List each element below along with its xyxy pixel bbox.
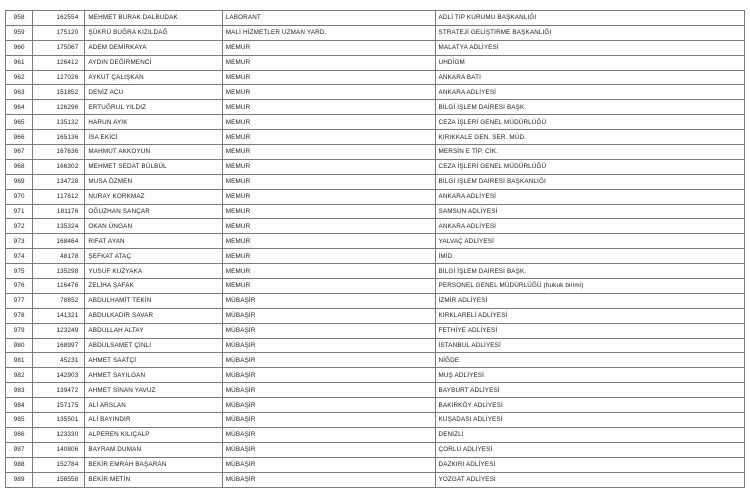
registry-number-cell: 141321 (33, 308, 85, 323)
job-title-cell: MÜBAŞİR (222, 338, 435, 353)
work-unit-cell: KIRIKKALE GEN. SER. MÜD. (435, 130, 744, 145)
job-title-cell: MEMUR (222, 264, 435, 279)
row-number-cell: 958 (6, 11, 33, 26)
person-name-cell: ALİ ARSLAN (85, 398, 222, 413)
personnel-table (5, 10, 745, 488)
registry-number-cell: 48178 (33, 249, 85, 264)
table-row (6, 353, 745, 368)
table-row (6, 70, 745, 85)
work-unit-cell: DENİZLİ (435, 427, 744, 442)
row-number-cell: 971 (6, 204, 33, 219)
person-name-cell: ZELİHA ŞAFAK (85, 279, 222, 294)
work-unit-cell: BAKIRKÖY ADLİYESİ (435, 398, 744, 413)
table-row (6, 279, 745, 294)
row-number-cell: 977 (6, 293, 33, 308)
job-title-cell: MEMUR (222, 85, 435, 100)
row-number-cell: 972 (6, 219, 33, 234)
row-number-cell: 967 (6, 145, 33, 160)
work-unit-cell: İZMİR ADLİYESİ (435, 293, 744, 308)
work-unit-cell: KIRKLARELİ ADLİYESİ (435, 308, 744, 323)
row-number-cell: 970 (6, 189, 33, 204)
person-name-cell: HARUN AYIK (85, 115, 222, 130)
work-unit-cell: MUŞ ADLİYESİ (435, 368, 744, 383)
table-row (6, 368, 745, 383)
registry-number-cell: 142903 (33, 368, 85, 383)
job-title-cell: MEMUR (222, 40, 435, 55)
row-number-cell: 978 (6, 308, 33, 323)
registry-number-cell: 181176 (33, 204, 85, 219)
table-row (6, 40, 745, 55)
person-name-cell: ABDULSAMET ÇİNLİ (85, 338, 222, 353)
job-title-cell: MEMUR (222, 174, 435, 189)
work-unit-cell: İSTANBUL ADLİYESİ (435, 338, 744, 353)
registry-number-cell: 126412 (33, 55, 85, 70)
table-row (6, 293, 745, 308)
job-title-cell: MÜBAŞİR (222, 472, 435, 487)
job-title-cell: MEMUR (222, 115, 435, 130)
job-title-cell: MEMUR (222, 55, 435, 70)
work-unit-cell: ANKARA ADLİYESİ (435, 189, 744, 204)
registry-number-cell: 157175 (33, 398, 85, 413)
work-unit-cell: CEZA İŞLERİ GENEL MÜDÜRLÜĞÜ (435, 115, 744, 130)
row-number-cell: 989 (6, 472, 33, 487)
work-unit-cell: BİLGİ İŞLEM DAİRESİ BAŞK. (435, 100, 744, 115)
table-row (6, 219, 745, 234)
work-unit-cell: CEZA İŞLERİ GENEL MÜDÜRLÜĞÜ (435, 159, 744, 174)
person-name-cell: AHMET SİNAN YAVUZ (85, 383, 222, 398)
job-title-cell: MEMUR (222, 159, 435, 174)
work-unit-cell: SAMSUN ADLİYESİ (435, 204, 744, 219)
row-number-cell: 981 (6, 353, 33, 368)
registry-number-cell: 168464 (33, 234, 85, 249)
registry-number-cell: 123330 (33, 427, 85, 442)
work-unit-cell: BAYBURT ADLİYESİ (435, 383, 744, 398)
work-unit-cell: NİĞDE (435, 353, 744, 368)
table-row (6, 398, 745, 413)
table-row (6, 442, 745, 457)
work-unit-cell: UHDİGM (435, 55, 744, 70)
work-unit-cell: ANKARA ADLİYESİ (435, 85, 744, 100)
person-name-cell: BAYRAM DUMAN (85, 442, 222, 457)
work-unit-cell: FETHİYE ADLİYESİ (435, 323, 744, 338)
job-title-cell: MEMUR (222, 279, 435, 294)
row-number-cell: 974 (6, 249, 33, 264)
row-number-cell: 963 (6, 85, 33, 100)
person-name-cell: AHMET SAATÇİ (85, 353, 222, 368)
registry-number-cell: 117612 (33, 189, 85, 204)
row-number-cell: 983 (6, 383, 33, 398)
registry-number-cell: 127026 (33, 70, 85, 85)
registry-number-cell: 166302 (33, 159, 85, 174)
job-title-cell: MÜBAŞİR (222, 368, 435, 383)
registry-number-cell: 126296 (33, 100, 85, 115)
work-unit-cell: MALATYA ADLİYESİ (435, 40, 744, 55)
row-number-cell: 959 (6, 25, 33, 40)
person-name-cell: ALİ BAYINDIR (85, 413, 222, 428)
registry-number-cell: 116476 (33, 279, 85, 294)
person-name-cell: ABDULHAMİT TEKİN (85, 293, 222, 308)
table-row (6, 338, 745, 353)
person-name-cell: YUSUF KUZYAKA (85, 264, 222, 279)
table-row (6, 55, 745, 70)
job-title-cell: MÜBAŞİR (222, 398, 435, 413)
registry-number-cell: 78852 (33, 293, 85, 308)
job-title-cell: MEMUR (222, 145, 435, 160)
person-name-cell: RIFAT AYAN (85, 234, 222, 249)
row-number-cell: 966 (6, 130, 33, 145)
registry-number-cell: 168997 (33, 338, 85, 353)
registry-number-cell: 135132 (33, 115, 85, 130)
work-unit-cell: ANKARA ADLİYESİ (435, 219, 744, 234)
table-row (6, 472, 745, 487)
job-title-cell: MEMUR (222, 70, 435, 85)
work-unit-cell: BİLGİ İŞLEM DAİRESİ BAŞKANLIĞI (435, 174, 744, 189)
row-number-cell: 987 (6, 442, 33, 457)
table-row (6, 308, 745, 323)
table-row (6, 25, 745, 40)
registry-number-cell: 135501 (33, 413, 85, 428)
registry-number-cell: 167636 (33, 145, 85, 160)
work-unit-cell: DAZKIRI ADLİYESİ (435, 457, 744, 472)
row-number-cell: 985 (6, 413, 33, 428)
table-row (6, 413, 745, 428)
person-name-cell: İSA EKİCİ (85, 130, 222, 145)
row-number-cell: 973 (6, 234, 33, 249)
row-number-cell: 982 (6, 368, 33, 383)
person-name-cell: AYDIN DEĞİRMENCİ (85, 55, 222, 70)
table-row (6, 145, 745, 160)
row-number-cell: 988 (6, 457, 33, 472)
registry-number-cell: 158558 (33, 472, 85, 487)
row-number-cell: 976 (6, 279, 33, 294)
person-name-cell: NURAY KORKMAZ (85, 189, 222, 204)
person-name-cell: MEHMET SEDAT BÜLBÜL (85, 159, 222, 174)
work-unit-cell: YALVAÇ ADLİYESİ (435, 234, 744, 249)
person-name-cell: BEKİR METİN (85, 472, 222, 487)
registry-number-cell: 139472 (33, 383, 85, 398)
personnel-table-body (6, 11, 745, 488)
table-row (6, 100, 745, 115)
table-row (6, 85, 745, 100)
job-title-cell: MEMUR (222, 219, 435, 234)
table-row (6, 249, 745, 264)
row-number-cell: 960 (6, 40, 33, 55)
row-number-cell: 984 (6, 398, 33, 413)
job-title-cell: LABORANT (222, 11, 435, 26)
registry-number-cell: 135298 (33, 264, 85, 279)
job-title-cell: MÜBAŞİR (222, 413, 435, 428)
work-unit-cell: ANKARA BATI (435, 70, 744, 85)
work-unit-cell: YOZGAT ADLİYESİ (435, 472, 744, 487)
table-row (6, 383, 745, 398)
work-unit-cell: BİLGİ İŞLEM DAİRESİ BAŞK. (435, 264, 744, 279)
person-name-cell: BEKİR EMRAH BAŞARAN (85, 457, 222, 472)
person-name-cell: MUSA ÖZMEN (85, 174, 222, 189)
table-row (6, 174, 745, 189)
job-title-cell: MEMUR (222, 100, 435, 115)
row-number-cell: 986 (6, 427, 33, 442)
registry-number-cell: 162554 (33, 11, 85, 26)
registry-number-cell: 123249 (33, 323, 85, 338)
work-unit-cell: İMİD (435, 249, 744, 264)
job-title-cell: MÜBAŞİR (222, 323, 435, 338)
person-name-cell: ALPEREN KILIÇALP (85, 427, 222, 442)
table-row (6, 189, 745, 204)
person-name-cell: MAHMUT AKKOYUN (85, 145, 222, 160)
job-title-cell: MÜBAŞİR (222, 353, 435, 368)
registry-number-cell: 134728 (33, 174, 85, 189)
registry-number-cell: 175120 (33, 25, 85, 40)
job-title-cell: MÜBAŞİR (222, 383, 435, 398)
person-name-cell: AHMET SAYILGAN (85, 368, 222, 383)
row-number-cell: 961 (6, 55, 33, 70)
job-title-cell: MEMUR (222, 234, 435, 249)
registry-number-cell: 152784 (33, 457, 85, 472)
row-number-cell: 962 (6, 70, 33, 85)
work-unit-cell: KUŞADASI ADLİYESİ (435, 413, 744, 428)
work-unit-cell: ADLİ TIP KURUMU BAŞKANLIĞI (435, 11, 744, 26)
person-name-cell: OKAN ÜNGAN (85, 219, 222, 234)
job-title-cell: MÜBAŞİR (222, 293, 435, 308)
person-name-cell: ABDULLAH ALTAY (85, 323, 222, 338)
job-title-cell: MÜBAŞİR (222, 308, 435, 323)
table-row (6, 427, 745, 442)
job-title-cell: MÜBAŞİR (222, 427, 435, 442)
person-name-cell: ADEM DEMİRKAYA (85, 40, 222, 55)
row-number-cell: 965 (6, 115, 33, 130)
person-name-cell: DENİZ ACU (85, 85, 222, 100)
person-name-cell: AYKUT ÇALIŞKAN (85, 70, 222, 85)
registry-number-cell: 165136 (33, 130, 85, 145)
person-name-cell: ERTUĞRUL YILDIZ (85, 100, 222, 115)
row-number-cell: 980 (6, 338, 33, 353)
table-row (6, 11, 745, 26)
table-row (6, 323, 745, 338)
work-unit-cell: ÇORLU ADLİYESİ (435, 442, 744, 457)
job-title-cell: MEMUR (222, 189, 435, 204)
person-name-cell: ŞEFKAT ATAÇ (85, 249, 222, 264)
registry-number-cell: 140806 (33, 442, 85, 457)
job-title-cell: MÜBAŞİR (222, 457, 435, 472)
table-row (6, 130, 745, 145)
job-title-cell: MEMUR (222, 249, 435, 264)
table-row (6, 264, 745, 279)
table-row (6, 115, 745, 130)
work-unit-cell: STRATEJİ GELİŞTİRME BAŞKANLIĞI (435, 25, 744, 40)
registry-number-cell: 175067 (33, 40, 85, 55)
personnel-table-sheet (5, 10, 745, 488)
person-name-cell: OĞUZHAN SANÇAR (85, 204, 222, 219)
table-row (6, 159, 745, 174)
row-number-cell: 964 (6, 100, 33, 115)
row-number-cell: 968 (6, 159, 33, 174)
row-number-cell: 969 (6, 174, 33, 189)
person-name-cell: ABDULKADİR SAVAR (85, 308, 222, 323)
job-title-cell: MEMUR (222, 130, 435, 145)
registry-number-cell: 151852 (33, 85, 85, 100)
work-unit-cell: MERSİN E TİP. CİK. (435, 145, 744, 160)
job-title-cell: MEMUR (222, 204, 435, 219)
job-title-cell: MALİ HİZMETLER UZMAN YARD. (222, 25, 435, 40)
table-row (6, 457, 745, 472)
table-row (6, 234, 745, 249)
registry-number-cell: 135324 (33, 219, 85, 234)
person-name-cell: ŞÜKRÜ BUĞRA KIZILDAĞ (85, 25, 222, 40)
row-number-cell: 975 (6, 264, 33, 279)
row-number-cell: 979 (6, 323, 33, 338)
person-name-cell: MEHMET BURAK DALBUDAK (85, 11, 222, 26)
registry-number-cell: 45231 (33, 353, 85, 368)
work-unit-cell: PERSONEL GENEL MÜDÜRLÜĞÜ (hukuk birimi) (435, 279, 744, 294)
table-row (6, 204, 745, 219)
job-title-cell: MÜBAŞİR (222, 442, 435, 457)
